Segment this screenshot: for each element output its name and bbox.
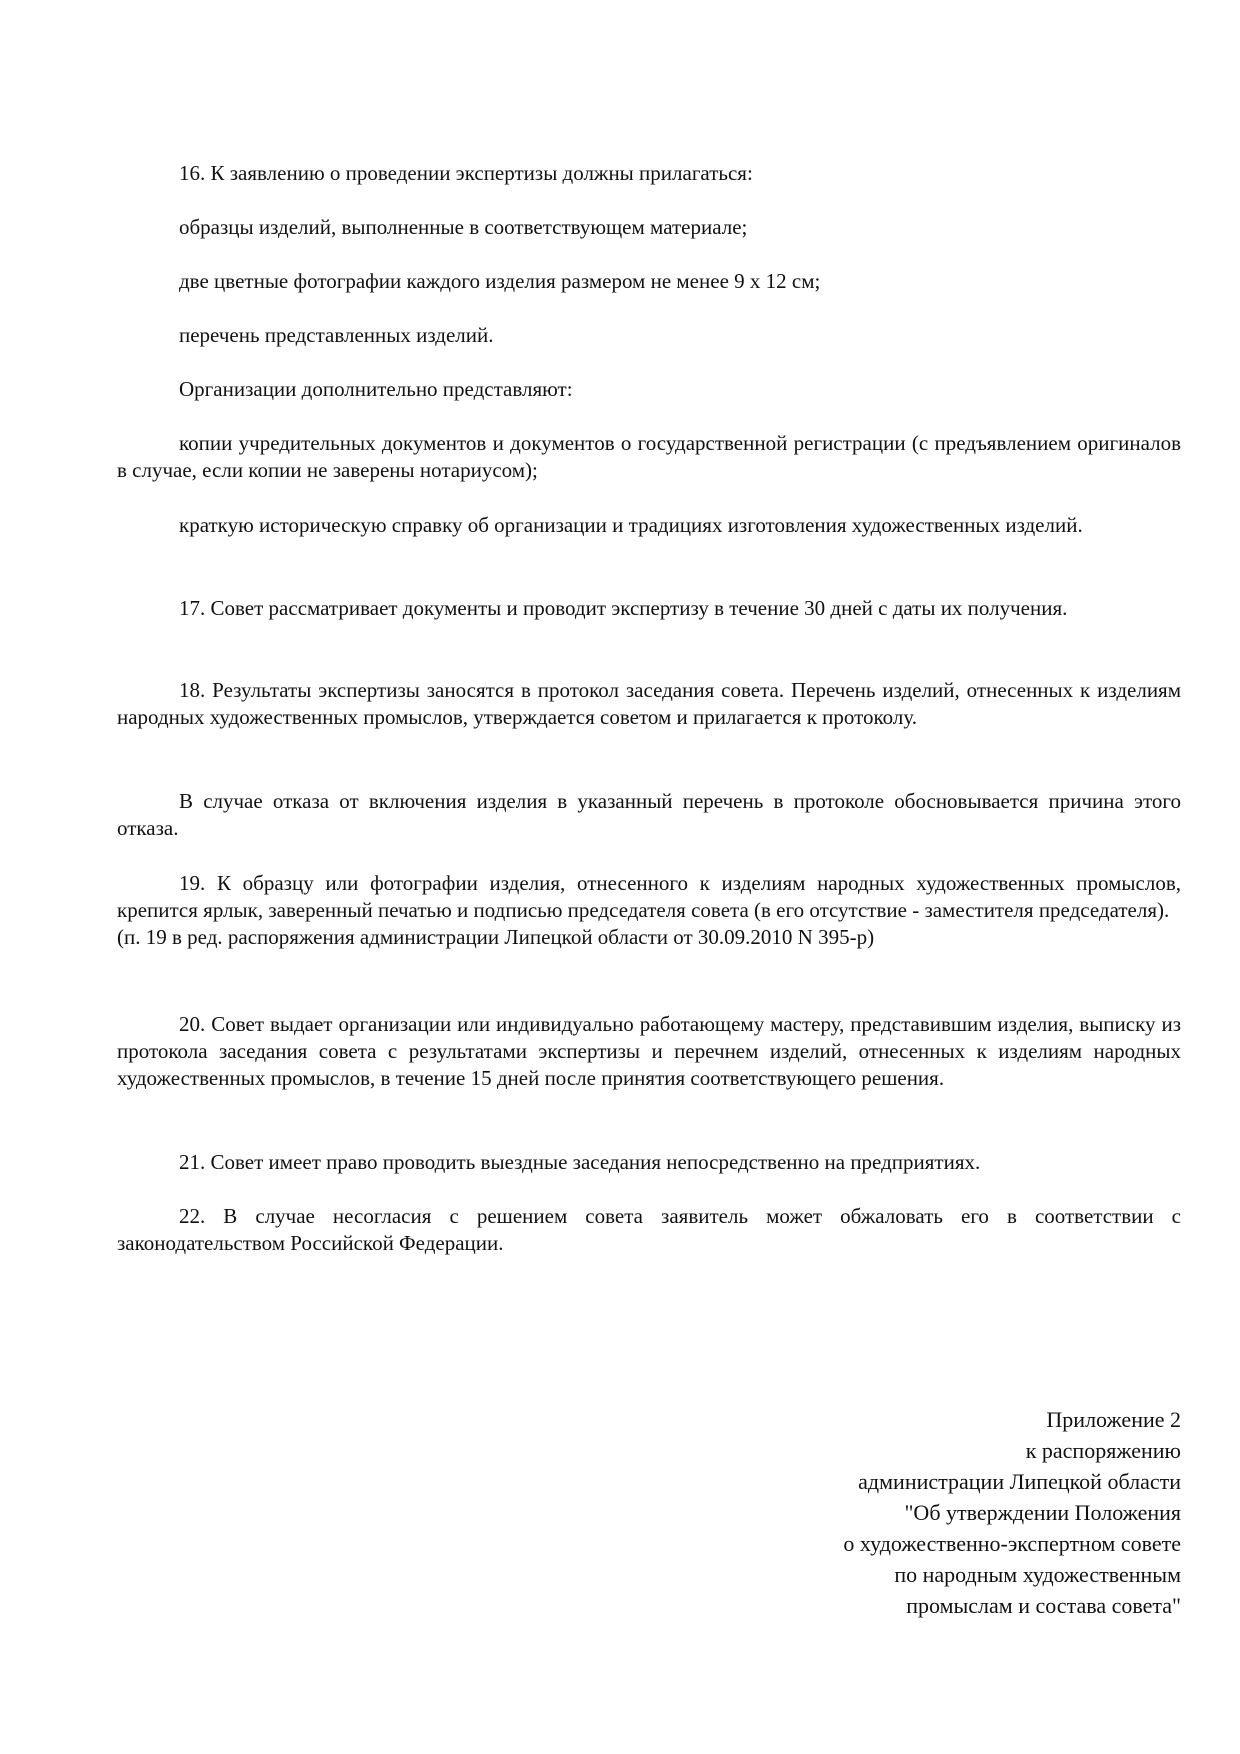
paragraph-18: 18. Результаты экспертизы заносятся в протокол заседания совета. Перечень изделий, отнесенных к изделиям народных художественных промыслов, утверждается советом и прилагается к протоколу.: [117, 678, 1181, 729]
appendix-line: "Об утверждении Положения: [904, 1500, 1181, 1525]
paragraph-21: 21. Совет имеет право проводить выездные заседания непосредственно на предприятиях.: [179, 1150, 981, 1174]
paragraph-20: 20. Совет выдает организации или индивидуально работающему мастеру, представившим изделия, выписку из протокола заседания совета с результатами экспертизы и перечнем изделий, отнесенных к изделиям народных художественных промыслов, в течение 15 дней после принятия соответствующего решения.: [117, 1012, 1181, 1090]
appendix-line: о художественно-экспертном совете: [843, 1531, 1181, 1556]
paragraph-organizations: Организации дополнительно представляют:: [179, 377, 573, 401]
appendix-line: по народным художественным: [894, 1562, 1181, 1587]
amendment-note-19: (п. 19 в ред. распоряжения администрации Липецкой области от 30.09.2010 N 395-р): [117, 925, 875, 949]
paragraph-copies: копии учредительных документов и документов о государственной регистрации (с предъявлением оригиналов в случае, если копии не заверены нотариусом);: [117, 431, 1181, 482]
paragraph-list: перечень представленных изделий.: [179, 323, 494, 347]
appendix-header: [843, 1404, 1181, 1621]
paragraph-history: краткую историческую справку об организации и традициях изготовления художественных изделий.: [179, 513, 1083, 537]
paragraph-samples: образцы изделий, выполненные в соответствующем материале;: [179, 215, 748, 239]
paragraph-22: 22. В случае несогласия с решением совета заявитель может обжаловать его в соответствии с законодательством Российской Федерации.: [117, 1204, 1181, 1255]
paragraph-16: 16. К заявлению о проведении экспертизы должны прилагаться:: [179, 161, 753, 185]
paragraph-refusal: В случае отказа от включения изделия в указанный перечень в протоколе обосновывается причина этого отказа.: [117, 789, 1181, 840]
appendix-line: администрации Липецкой области: [858, 1469, 1181, 1494]
paragraph-19-block: [117, 870, 1181, 951]
appendix-line: к распоряжению: [1025, 1438, 1181, 1463]
paragraph-photos: две цветные фотографии каждого изделия размером не менее 9 х 12 см;: [179, 269, 821, 293]
appendix-line: промыслам и состава совета": [906, 1593, 1181, 1618]
paragraph-19: 19. К образцу или фотографии изделия, отнесенного к изделиям народных художественных промыслов, крепится ярлык, заверенный печатью и подписью председателя совета (в его отсутствие - заместителя председателя).: [117, 871, 1181, 922]
appendix-line: Приложение 2: [1046, 1407, 1181, 1432]
paragraph-17: 17. Совет рассматривает документы и проводит экспертизу в течение 30 дней с даты их получения.: [179, 596, 1068, 620]
